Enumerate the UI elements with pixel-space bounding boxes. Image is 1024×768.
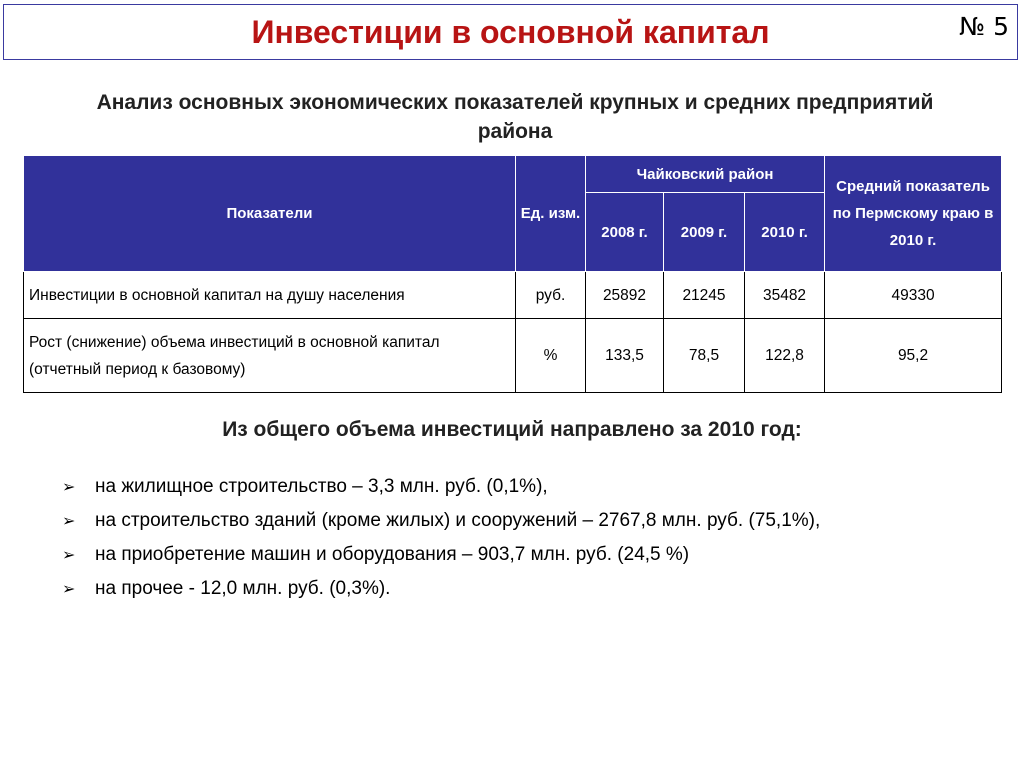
section-heading: Из общего объема инвестиций направлено за 2010 год: — [222, 418, 802, 441]
row-indicator: Инвестиции в основной капитал на душу населения — [24, 272, 516, 319]
header-year-2010: 2010 г. — [745, 193, 825, 272]
arrow-right-icon: ➢ — [62, 511, 76, 530]
list-item: ➢ на приобретение машин и оборудования – 903,7 млн. руб. (24,5 %) — [62, 538, 820, 572]
row-value-region: 95,2 — [825, 319, 1002, 393]
list-item: ➢ на прочее - 12,0 млн. руб. (0,3%). — [62, 572, 820, 606]
arrow-right-icon: ➢ — [62, 579, 76, 598]
header-district: Чайковский район — [586, 156, 825, 193]
slide-number: № 5 — [959, 12, 1009, 41]
title-frame — [3, 4, 1018, 60]
row-value-2009: 78,5 — [664, 319, 745, 393]
row-value-2010: 122,8 — [745, 319, 825, 393]
table-caption: Анализ основных экономических показателей крупных и средних предприятий района — [96, 91, 934, 143]
header-unit: Ед. изм. — [516, 156, 586, 272]
arrow-right-icon: ➢ — [62, 477, 76, 496]
header-region-average: Средний показатель по Пермскому краю в 2010 г. — [825, 156, 1002, 272]
slide-title: Инвестиции в основной капитал — [251, 14, 770, 50]
row-value-2008: 25892 — [586, 272, 664, 319]
row-unit: % — [516, 319, 586, 393]
list-item: ➢ на жилищное строительство – 3,3 млн. руб. (0,1%), — [62, 470, 820, 504]
indicators-table — [23, 155, 1002, 393]
header-indicators: Показатели — [24, 156, 516, 272]
table-row — [24, 319, 1002, 393]
row-unit: руб. — [516, 272, 586, 319]
list-item: ➢ на строительство зданий (кроме жилых) и сооружений – 2767,8 млн. руб. (75,1%), — [62, 504, 820, 538]
row-value-2010: 35482 — [745, 272, 825, 319]
row-indicator: Рост (снижение) объема инвестиций в основной капитал (отчетный период к базовому) — [24, 319, 516, 393]
row-value-region: 49330 — [825, 272, 1002, 319]
arrow-right-icon: ➢ — [62, 545, 76, 564]
header-year-2009: 2009 г. — [664, 193, 745, 272]
table-row — [24, 272, 1002, 319]
header-year-2008: 2008 г. — [586, 193, 664, 272]
investment-list — [62, 470, 820, 606]
row-value-2008: 133,5 — [586, 319, 664, 393]
row-value-2009: 21245 — [664, 272, 745, 319]
